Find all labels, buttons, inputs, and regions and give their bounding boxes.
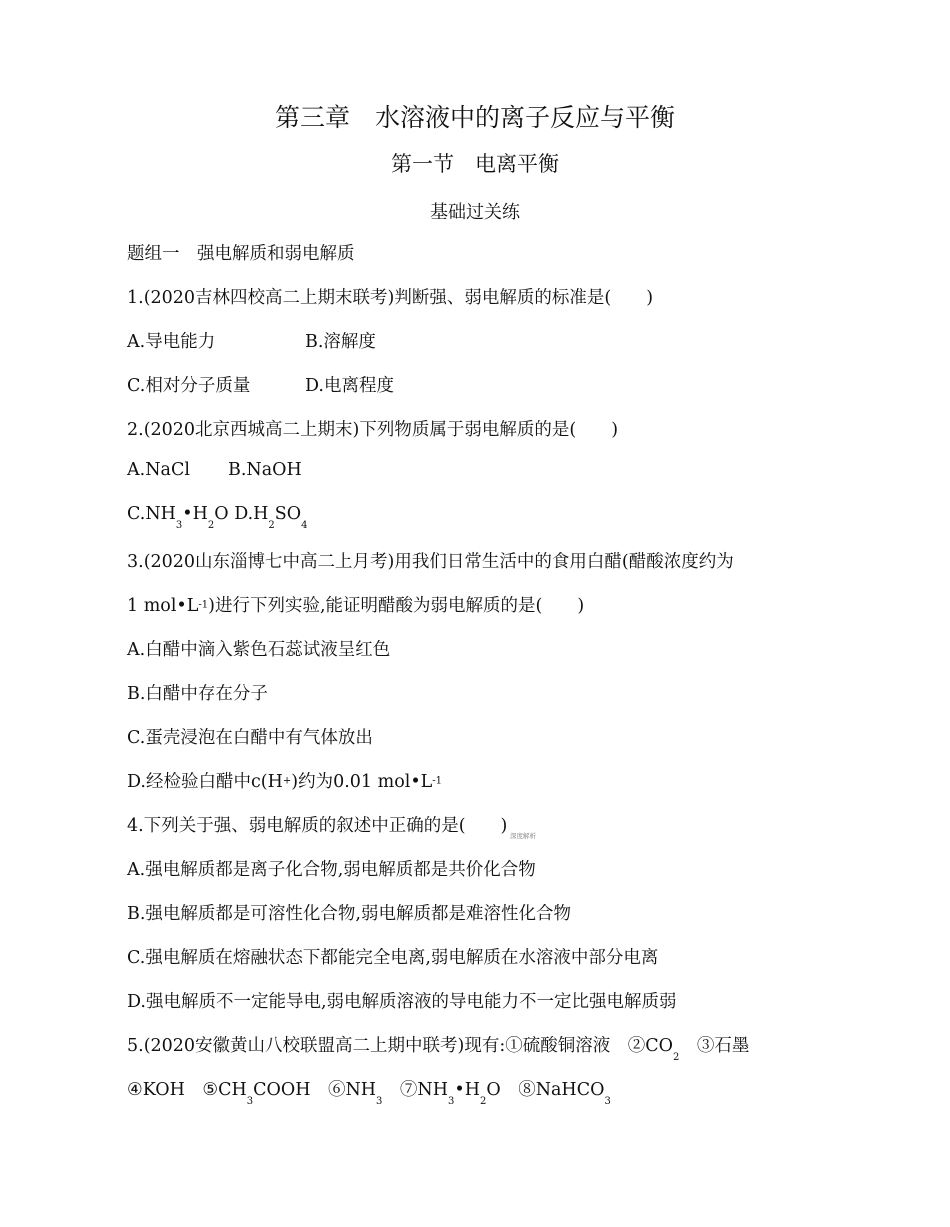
q2-d-part1: D.H [234,504,269,524]
q4-option-a: A.强电解质都是离子化合物,弱电解质都是共价化合物 [127,860,536,880]
q5-stem-b: ③石墨 [679,1036,750,1056]
q2-c-sub1: 3 [175,520,183,531]
q5-l2-s1: 3 [246,1096,254,1107]
q3-option-d [127,768,442,793]
q1-option-c: C.相对分子质量 [127,376,251,396]
q3-d-sup: + [282,775,292,787]
q5-l2-s5: 3 [604,1096,611,1107]
q5-items-line [127,1076,611,1107]
q4-option-d: D.强电解质不一定能导电,弱电解质溶液的导电能力不一定比强电解质弱 [127,992,677,1012]
q3-line2-a: 1 mol•L [127,596,199,616]
q2-c-part2: •H [182,504,208,524]
q5-l2-s4: 2 [479,1096,487,1107]
q5-l2-s3: 3 [448,1096,455,1107]
q3-option-c: C.蛋壳浸泡在白醋中有气体放出 [127,728,373,748]
group1-title: 题组一 强电解质和弱电解质 [127,244,355,264]
q4-option-b: B.强电解质都是可溶性化合物,弱电解质都是难溶性化合物 [127,904,571,924]
q5-stem-a: 5.(2020安徽黄山八校联盟高二上期中联考)现有:①硫酸铜溶液 ②CO [127,1036,674,1056]
q5-stem-sub: 2 [673,1052,680,1063]
exercise-title: 基础过关练 [430,202,520,223]
q3-option-a: A.白醋中滴入紫色石蕊试液呈红色 [127,640,391,660]
chapter-title: 第三章 水溶液中的离子反应与平衡 [274,103,675,132]
q5-l2-3: ⑦NH [382,1080,448,1100]
q2-d-sub1: 2 [268,520,275,531]
q3-stem-line1: 3.(2020山东淄博七中高二上月考)用我们日常生活中的食用白醋(醋酸浓度约为 [127,552,734,572]
q2-c-part1: C.NH [127,504,176,524]
q5-stem [127,1032,749,1063]
q3-line2-b: )进行下列实验,能证明醋酸为弱电解质的是( ) [208,596,585,616]
q1-option-b: B.溶解度 [305,332,376,352]
q3-stem-line2 [127,592,584,617]
q3-option-b: B.白醋中存在分子 [127,684,268,704]
q3-d-sup2: -1 [432,775,443,787]
q5-l2-s2: 3 [376,1096,383,1107]
q4-deep-analysis-tag: 深度解析 [510,832,536,840]
q4-stem: 4.下列关于强、弱电解质的叙述中正确的是( ) [127,816,508,836]
q2-option-b: B.NaOH [228,460,302,480]
q2-d-sub2: 4 [301,520,308,531]
q2-option-c [127,504,308,531]
q2-option-a: A.NaCl [127,460,190,480]
q2-c-part3: O [214,504,229,524]
q5-l2-5: O ⑧NaHCO [486,1080,605,1100]
q2-stem: 2.(2020北京西城高二上期末)下列物质属于弱电解质的是( ) [127,420,619,440]
q5-l2-1: ④KOH ⑤CH [127,1080,247,1100]
q2-c-sub2: 2 [207,520,215,531]
q2-d-part2: SO [274,504,302,524]
section-title: 第一节 电离平衡 [391,152,559,176]
q1-option-a: A.导电能力 [127,332,216,352]
q1-option-d: D.电离程度 [305,376,394,396]
q4-option-c: C.强电解质在熔融状态下都能完全电离,弱电解质在水溶液中部分电离 [127,948,659,968]
q3-d-a: D.经检验白醋中c(H [127,772,283,792]
q5-l2-4: •H [454,1080,480,1100]
q3-d-b: )约为0.01 mol•L [291,772,433,792]
q5-l2-2: COOH ⑥NH [253,1080,377,1100]
q1-stem: 1.(2020吉林四校高二上期末联考)判断强、弱电解质的标准是( ) [127,288,654,308]
q3-line2-sup: -1 [198,599,209,611]
